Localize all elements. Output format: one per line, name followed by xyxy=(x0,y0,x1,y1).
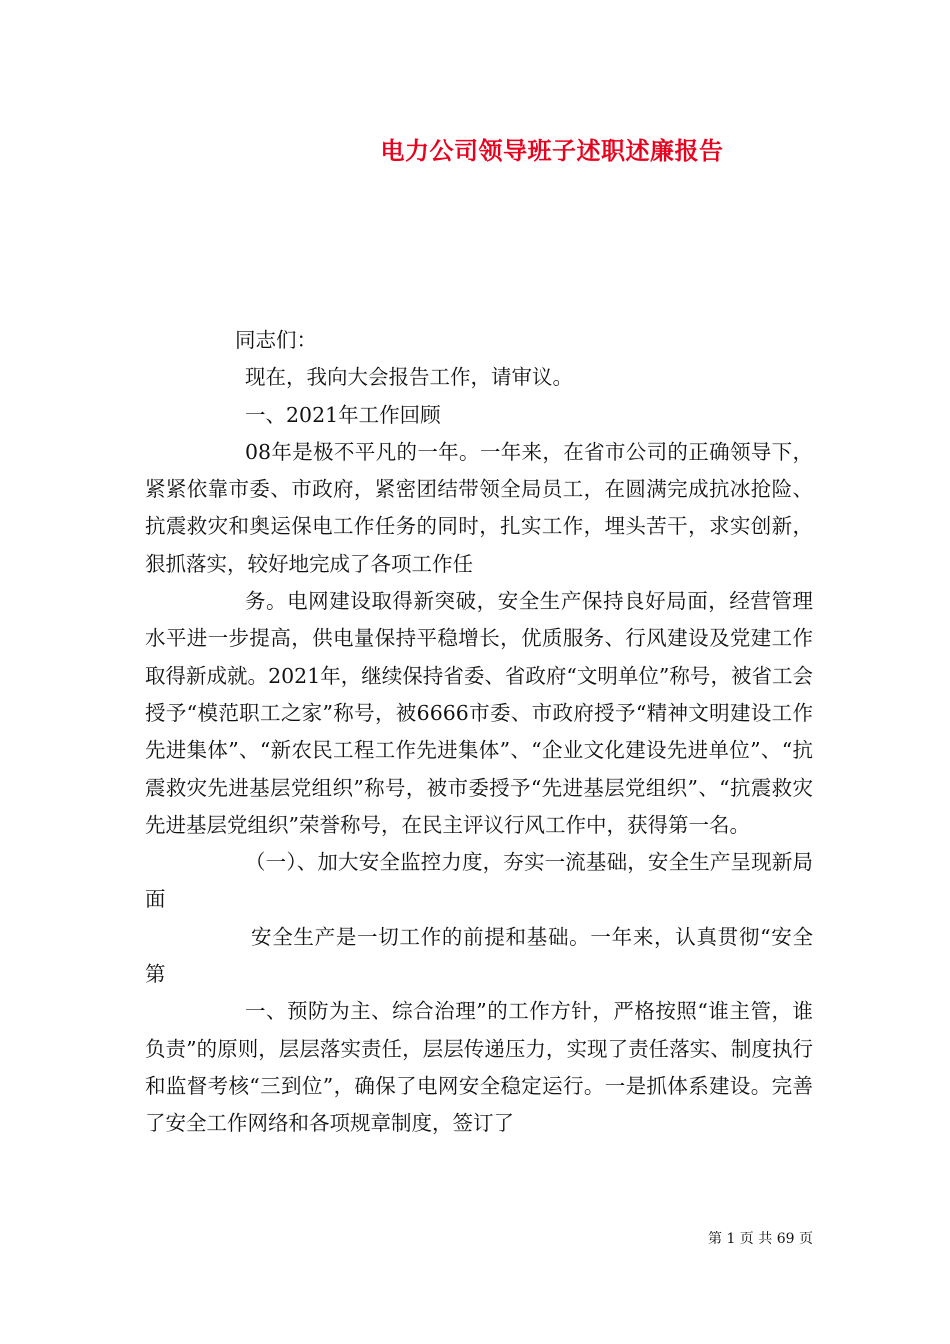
paragraph-review-1: 08年是极不平凡的一年。一年来，在省市公司的正确领导下，紧紧依靠市委、市政府，紧密团结带领全局员工，在圆满完成抗冰抢险、抗震救灾和奥运保电工作任务的同时，扎实工作，埋头苦干，求实创新，狠抓落实，较好地完成了各项工作任 xyxy=(145,439,813,576)
paragraph-review-2: 务。电网建设取得新突破，安全生产保持良好局面，经营管理水平进一步提高，供电量保持平稳增长，优质服务、行风建设及党建工作取得新成就。2021年，继续保持省委、省政府“文明单位”称号，被省工会授予“模范职工之家”称号，被6666市委、市政府授予“精神文明建设工作先进集体”、“新农民工程工作先进集体”、“企业文化建设先进单位”、“抗震救灾先进基层党组织”称号，被市委授予“先进基层党组织”、“抗震救灾先进基层党组织”荣誉称号，在民主评议行风工作中，获得第一名。 xyxy=(145,589,813,837)
subsection-heading-safety: （一）、加大安全监控力度，夯实一流基础，安全生产呈现新局面 xyxy=(145,850,813,912)
paragraph-safety-2: 一、预防为主、综合治理”的工作方针，严格按照“谁主管，谁负责”的原则，层层落实责任，层层传递压力，实现了责任落实、制度执行和监督考核“三到位”，确保了电网安全稳定运行。一是抓体系建设。完善了安全工作网络和各项规章制度，签订了 xyxy=(145,999,813,1136)
paragraph-greeting: 同志们： xyxy=(235,328,317,352)
document-body xyxy=(145,322,813,1143)
paragraph-safety-1: 安全生产是一切工作的前提和基础。一年来，认真贯彻“安全第 xyxy=(145,924,813,987)
paragraph-intro: 现在，我向大会报告工作，请审议。 xyxy=(245,365,573,390)
page-footer: 第 1 页 共 69 页 xyxy=(708,1231,813,1247)
document-title: 电力公司领导班子述职述廉报告 xyxy=(380,136,724,165)
section-heading-review: 一、2021年工作回顾 xyxy=(245,402,441,427)
